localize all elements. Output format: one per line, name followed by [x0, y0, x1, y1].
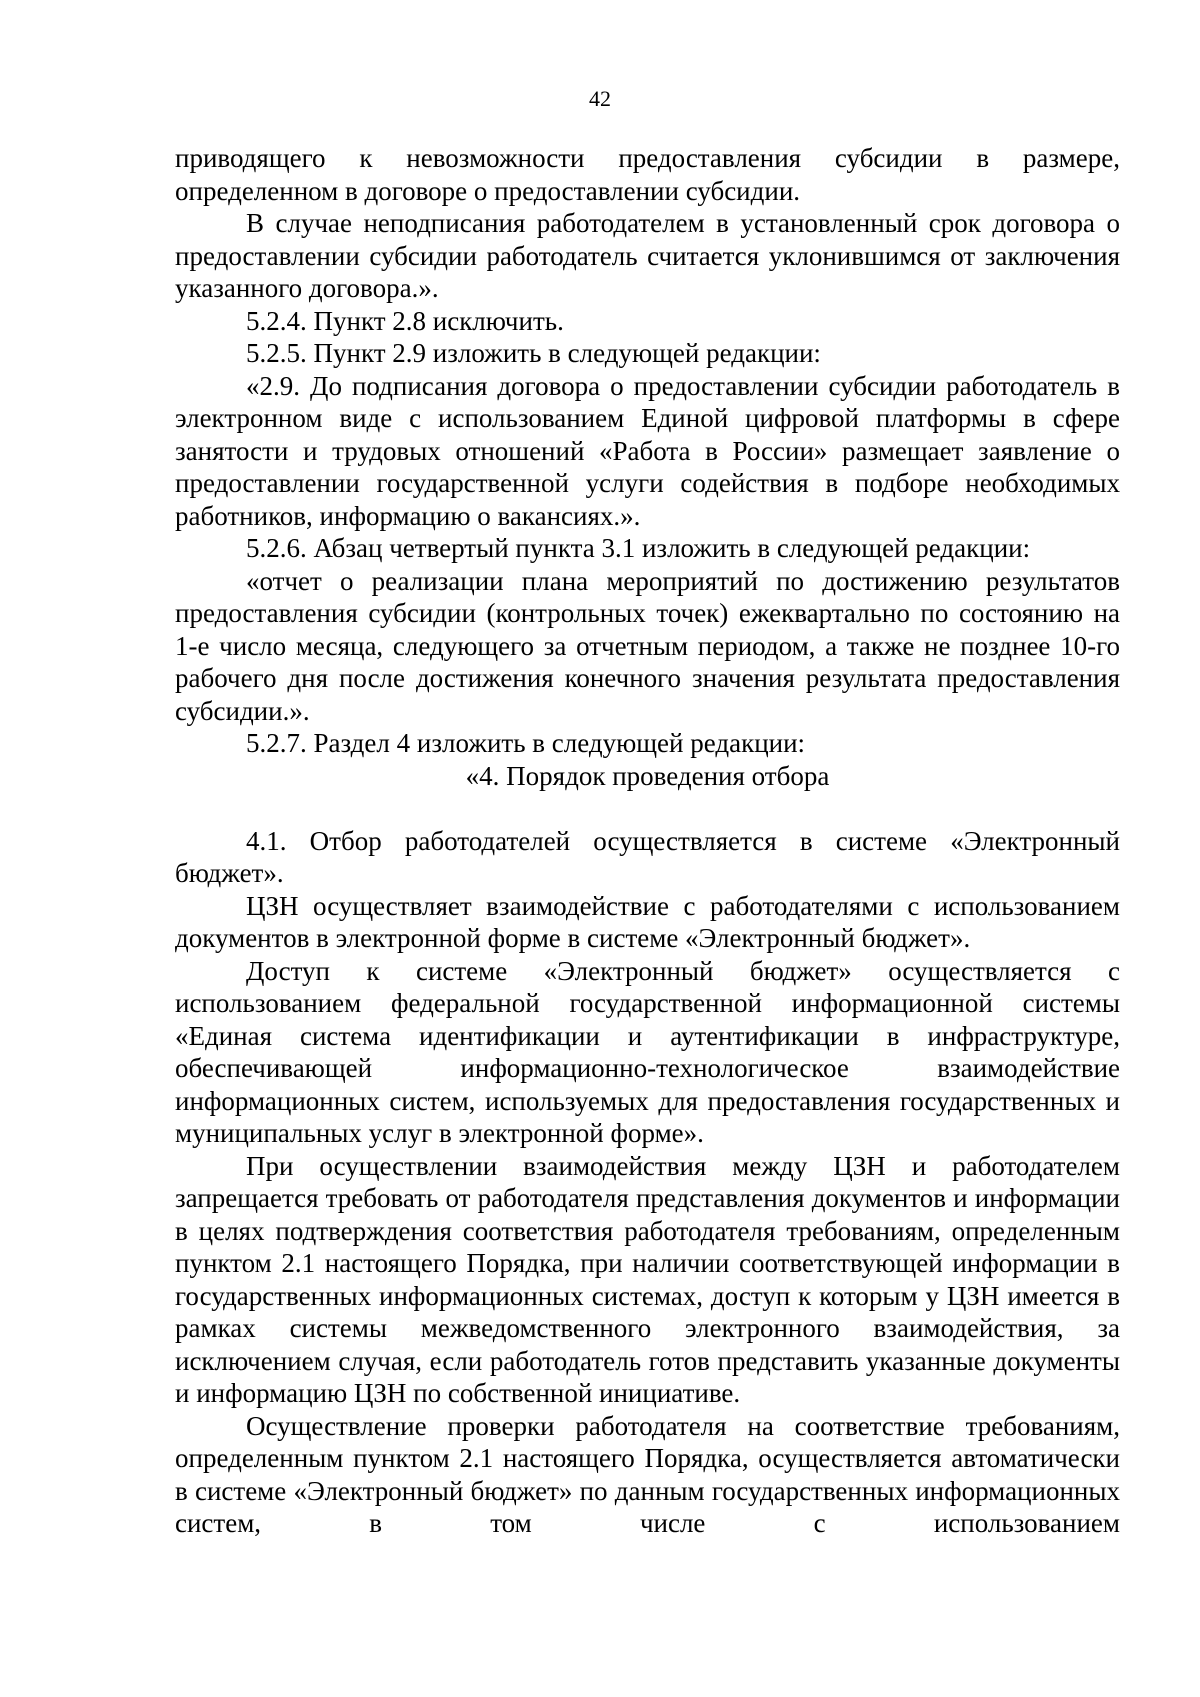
paragraph: 5.2.6. Абзац четвертый пункта 3.1 изложить в следующей редакции: [246, 533, 1031, 563]
paragraph: В случае неподписания работодателем в установленный срок договора о предоставлении субсидии работодатель считается уклонившимся от заключения указанного договора.». [175, 208, 1120, 303]
paragraph: 5.2.4. Пункт 2.8 исключить. [246, 305, 564, 336]
paragraph: При осуществлении взаимодействия между ЦЗН и работодателем запрещается требовать от работодателя представления документов и информации в целях подтверждения соответствия работодателя требованиям, определенным пунктом 2.1 настоящего Порядка, при наличии соответствующей информации в государственных информационных системах, доступ к которым у ЦЗН имеется в рамках системы межведомственного электронного взаимодействия, за исключением случая, если работодатель готов представить указанные документы и информацию ЦЗН по собственной инициативе. [175, 1150, 1120, 1408]
paragraph-continues: Осуществление проверки работодателя на соответствие требованиям, определенным пунктом 2.1 настоящего Порядка, осуществляется автоматически в системе «Электронный бюджет» по данным государственных информационных систем, в том числе с использованием [175, 1410, 1120, 1538]
section-heading: «4. Порядок проведения отбора [465, 760, 830, 791]
paragraph-continuation: приводящего к невозможности предоставления субсидии в размере, определенном в договоре о предоставлении субсидии. [175, 143, 1120, 206]
paragraph: Доступ к системе «Электронный бюджет» осуществляется с использованием федеральной государственной информационной системы «Единая система идентификации и аутентификации в инфраструктуре, обеспечивающей информационно-технологическое взаимодействие информационных систем, используемых для предоставления государственных и муниципальных услуг в электронной форме». [175, 955, 1120, 1148]
paragraph: 5.2.7. Раздел 4 изложить в следующей редакции: [246, 728, 806, 758]
paragraph: «2.9. До подписания договора о предоставлении субсидии работодатель в электронном виде с использованием Единой цифровой платформы в сфере занятости и трудовых отношений «Работа в России» размещает заявление о предоставлении государственной услуги содействия в подборе необходимых работников, информацию о вакансиях.». [175, 370, 1120, 531]
page-number: 42 [589, 86, 611, 111]
paragraph: «отчет о реализации плана мероприятий по достижению результатов предоставления субсидии (контрольных точек) ежеквартально по состоянию на 1-е число месяца, следующего за отчетным периодом, а также не позднее 10-го рабочего дня после достижения конечного значения результата предоставления субсидии.». [175, 565, 1120, 726]
document-body [175, 142, 1120, 1540]
paragraph: 4.1. Отбор работодателей осуществляется в системе «Электронный бюджет». [175, 825, 1120, 888]
paragraph: ЦЗН осуществляет взаимодействие с работодателями с использованием документов в электронной форме в системе «Электронный бюджет». [175, 890, 1120, 953]
paragraph: 5.2.5. Пункт 2.9 изложить в следующей редакции: [246, 338, 821, 368]
